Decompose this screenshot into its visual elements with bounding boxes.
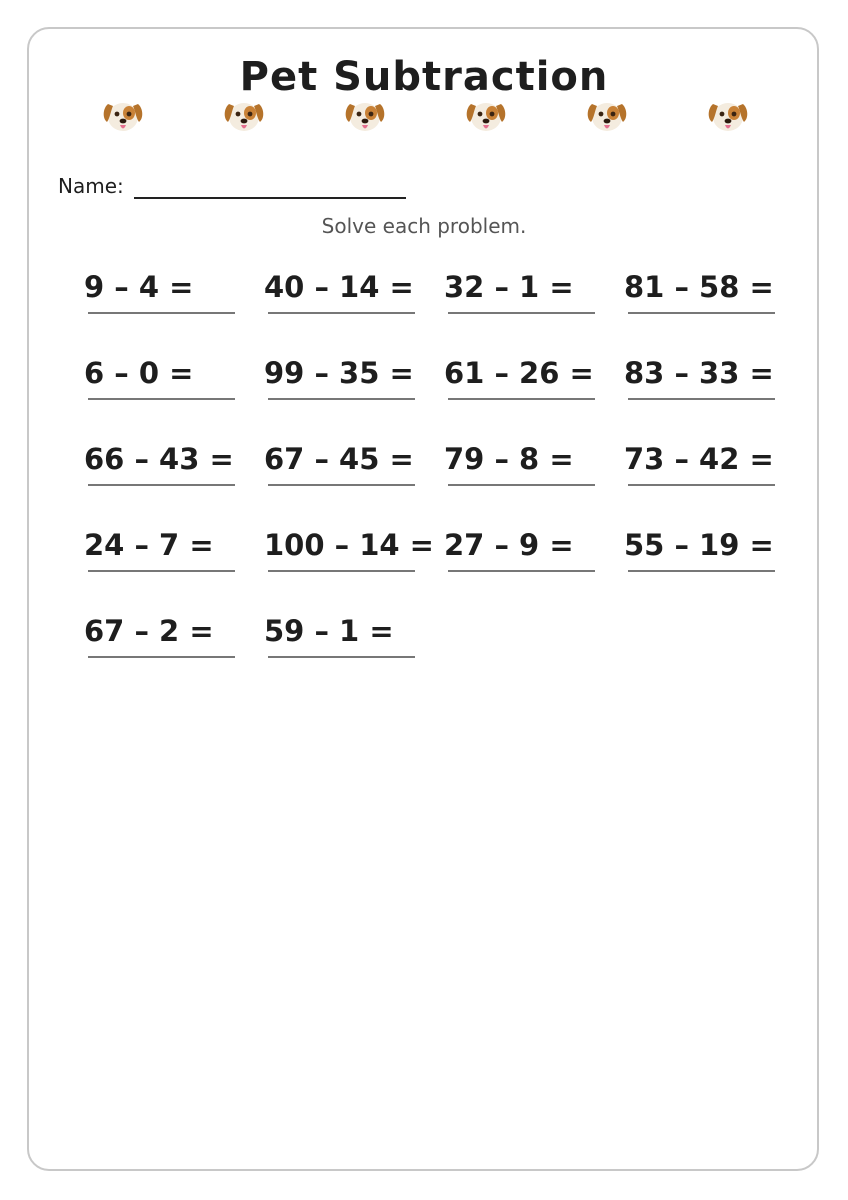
problem-item: [624, 267, 804, 327]
problem-expression: 6 – 0 =: [84, 356, 194, 390]
problem-expression: 59 – 1 =: [264, 614, 394, 648]
name-label: Name:: [58, 174, 124, 198]
answer-line[interactable]: [448, 570, 595, 572]
problem-expression: 67 – 45 =: [264, 442, 414, 476]
problem-expression: 67 – 2 =: [84, 614, 214, 648]
problem-item: [624, 525, 804, 585]
answer-line[interactable]: [268, 656, 415, 658]
problem-expression: 83 – 33 =: [624, 356, 774, 390]
dog-face-icon: [101, 94, 145, 138]
answer-line[interactable]: [88, 570, 235, 572]
problem-expression: 40 – 14 =: [264, 270, 414, 304]
answer-line[interactable]: [448, 312, 595, 314]
answer-line[interactable]: [268, 570, 415, 572]
answer-line[interactable]: [448, 484, 595, 486]
problem-item: [444, 525, 624, 585]
instructions: Solve each problem.: [321, 214, 527, 238]
problem-expression: 9 – 4 =: [84, 270, 194, 304]
problem-item: [444, 353, 624, 413]
problem-item: [264, 525, 444, 585]
problem-expression: 66 – 43 =: [84, 442, 234, 476]
answer-line[interactable]: [88, 398, 235, 400]
problem-expression: 32 – 1 =: [444, 270, 574, 304]
answer-line[interactable]: [628, 570, 775, 572]
dog-face-icon: [222, 94, 266, 138]
answer-line[interactable]: [448, 398, 595, 400]
problem-item: [264, 611, 444, 671]
problem-item: [444, 439, 624, 499]
problem-item: [264, 267, 444, 327]
problem-item: [624, 439, 804, 499]
problem-item: [624, 353, 804, 413]
answer-line[interactable]: [628, 312, 775, 314]
dog-decoration-row: [0, 94, 848, 138]
name-input-line[interactable]: [134, 197, 406, 199]
problem-expression: 79 – 8 =: [444, 442, 574, 476]
answer-line[interactable]: [628, 484, 775, 486]
answer-line[interactable]: [268, 484, 415, 486]
problem-expression: 100 – 14 =: [264, 528, 434, 562]
answer-line[interactable]: [88, 656, 235, 658]
answer-line[interactable]: [88, 484, 235, 486]
problem-expression: 27 – 9 =: [444, 528, 574, 562]
problem-item: [84, 525, 264, 585]
answer-line[interactable]: [628, 398, 775, 400]
problem-expression: 81 – 58 =: [624, 270, 774, 304]
dog-face-icon: [585, 94, 629, 138]
answer-line[interactable]: [268, 398, 415, 400]
problem-item: [444, 267, 624, 327]
problem-expression: 73 – 42 =: [624, 442, 774, 476]
problem-expression: 24 – 7 =: [84, 528, 214, 562]
problem-expression: 61 – 26 =: [444, 356, 594, 390]
problem-item: [264, 353, 444, 413]
dog-face-icon: [343, 94, 387, 138]
problem-item: [264, 439, 444, 499]
problem-item: [84, 267, 264, 327]
dog-face-icon: [464, 94, 508, 138]
dog-face-icon: [706, 94, 750, 138]
problem-expression: 55 – 19 =: [624, 528, 774, 562]
problem-expression: 99 – 35 =: [264, 356, 414, 390]
answer-line[interactable]: [88, 312, 235, 314]
problem-item: [84, 439, 264, 499]
answer-line[interactable]: [268, 312, 415, 314]
problem-item: [84, 353, 264, 413]
problem-item: [84, 611, 264, 671]
page-title: Pet Subtraction: [239, 54, 609, 100]
